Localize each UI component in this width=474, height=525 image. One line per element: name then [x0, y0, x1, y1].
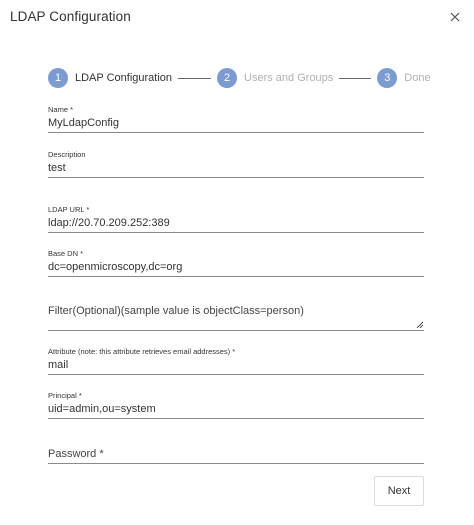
base-dn-field-group [48, 249, 424, 277]
step-label-ldap-configuration: LDAP Configuration [75, 72, 173, 84]
step-users-and-groups [217, 68, 333, 88]
principal-input[interactable] [48, 400, 424, 419]
step-connector [339, 78, 371, 79]
name-input[interactable] [48, 114, 424, 133]
step-number-1: 1 [48, 68, 68, 88]
dialog-title: LDAP Configuration [10, 9, 131, 24]
filter-textarea[interactable] [48, 303, 424, 330]
base-dn-input[interactable] [48, 258, 424, 277]
ldap-url-field-group [48, 205, 424, 233]
attribute-input[interactable] [48, 356, 424, 375]
description-field-group [48, 150, 424, 178]
description-input[interactable] [48, 159, 424, 178]
name-label: Name * [48, 105, 74, 114]
step-label-done: Done [404, 72, 431, 84]
ldap-url-input[interactable] [48, 214, 424, 233]
name-field-group [48, 105, 424, 133]
base-dn-label: Base DN * [48, 249, 84, 258]
principal-label: Principal * [48, 391, 82, 400]
resize-handle-icon[interactable] [416, 321, 423, 328]
next-button[interactable]: Next [374, 476, 424, 506]
step-ldap-configuration [48, 68, 172, 88]
password-field-group [48, 445, 424, 464]
ldap-url-label: LDAP URL * [48, 205, 90, 214]
attribute-field-group [48, 347, 424, 375]
step-done [377, 68, 430, 88]
step-number-2: 2 [217, 68, 237, 88]
description-label: Description [48, 150, 86, 159]
password-input[interactable] [48, 445, 424, 464]
step-connector [178, 78, 211, 79]
step-number-3: 3 [377, 68, 397, 88]
step-label-users-and-groups: Users and Groups [244, 72, 334, 84]
stepper [48, 67, 431, 89]
close-icon[interactable] [448, 10, 462, 24]
attribute-label: Attribute (note: this attribute retrieves email addresses) * [48, 347, 236, 356]
filter-field-group [48, 303, 424, 331]
principal-field-group [48, 391, 424, 419]
